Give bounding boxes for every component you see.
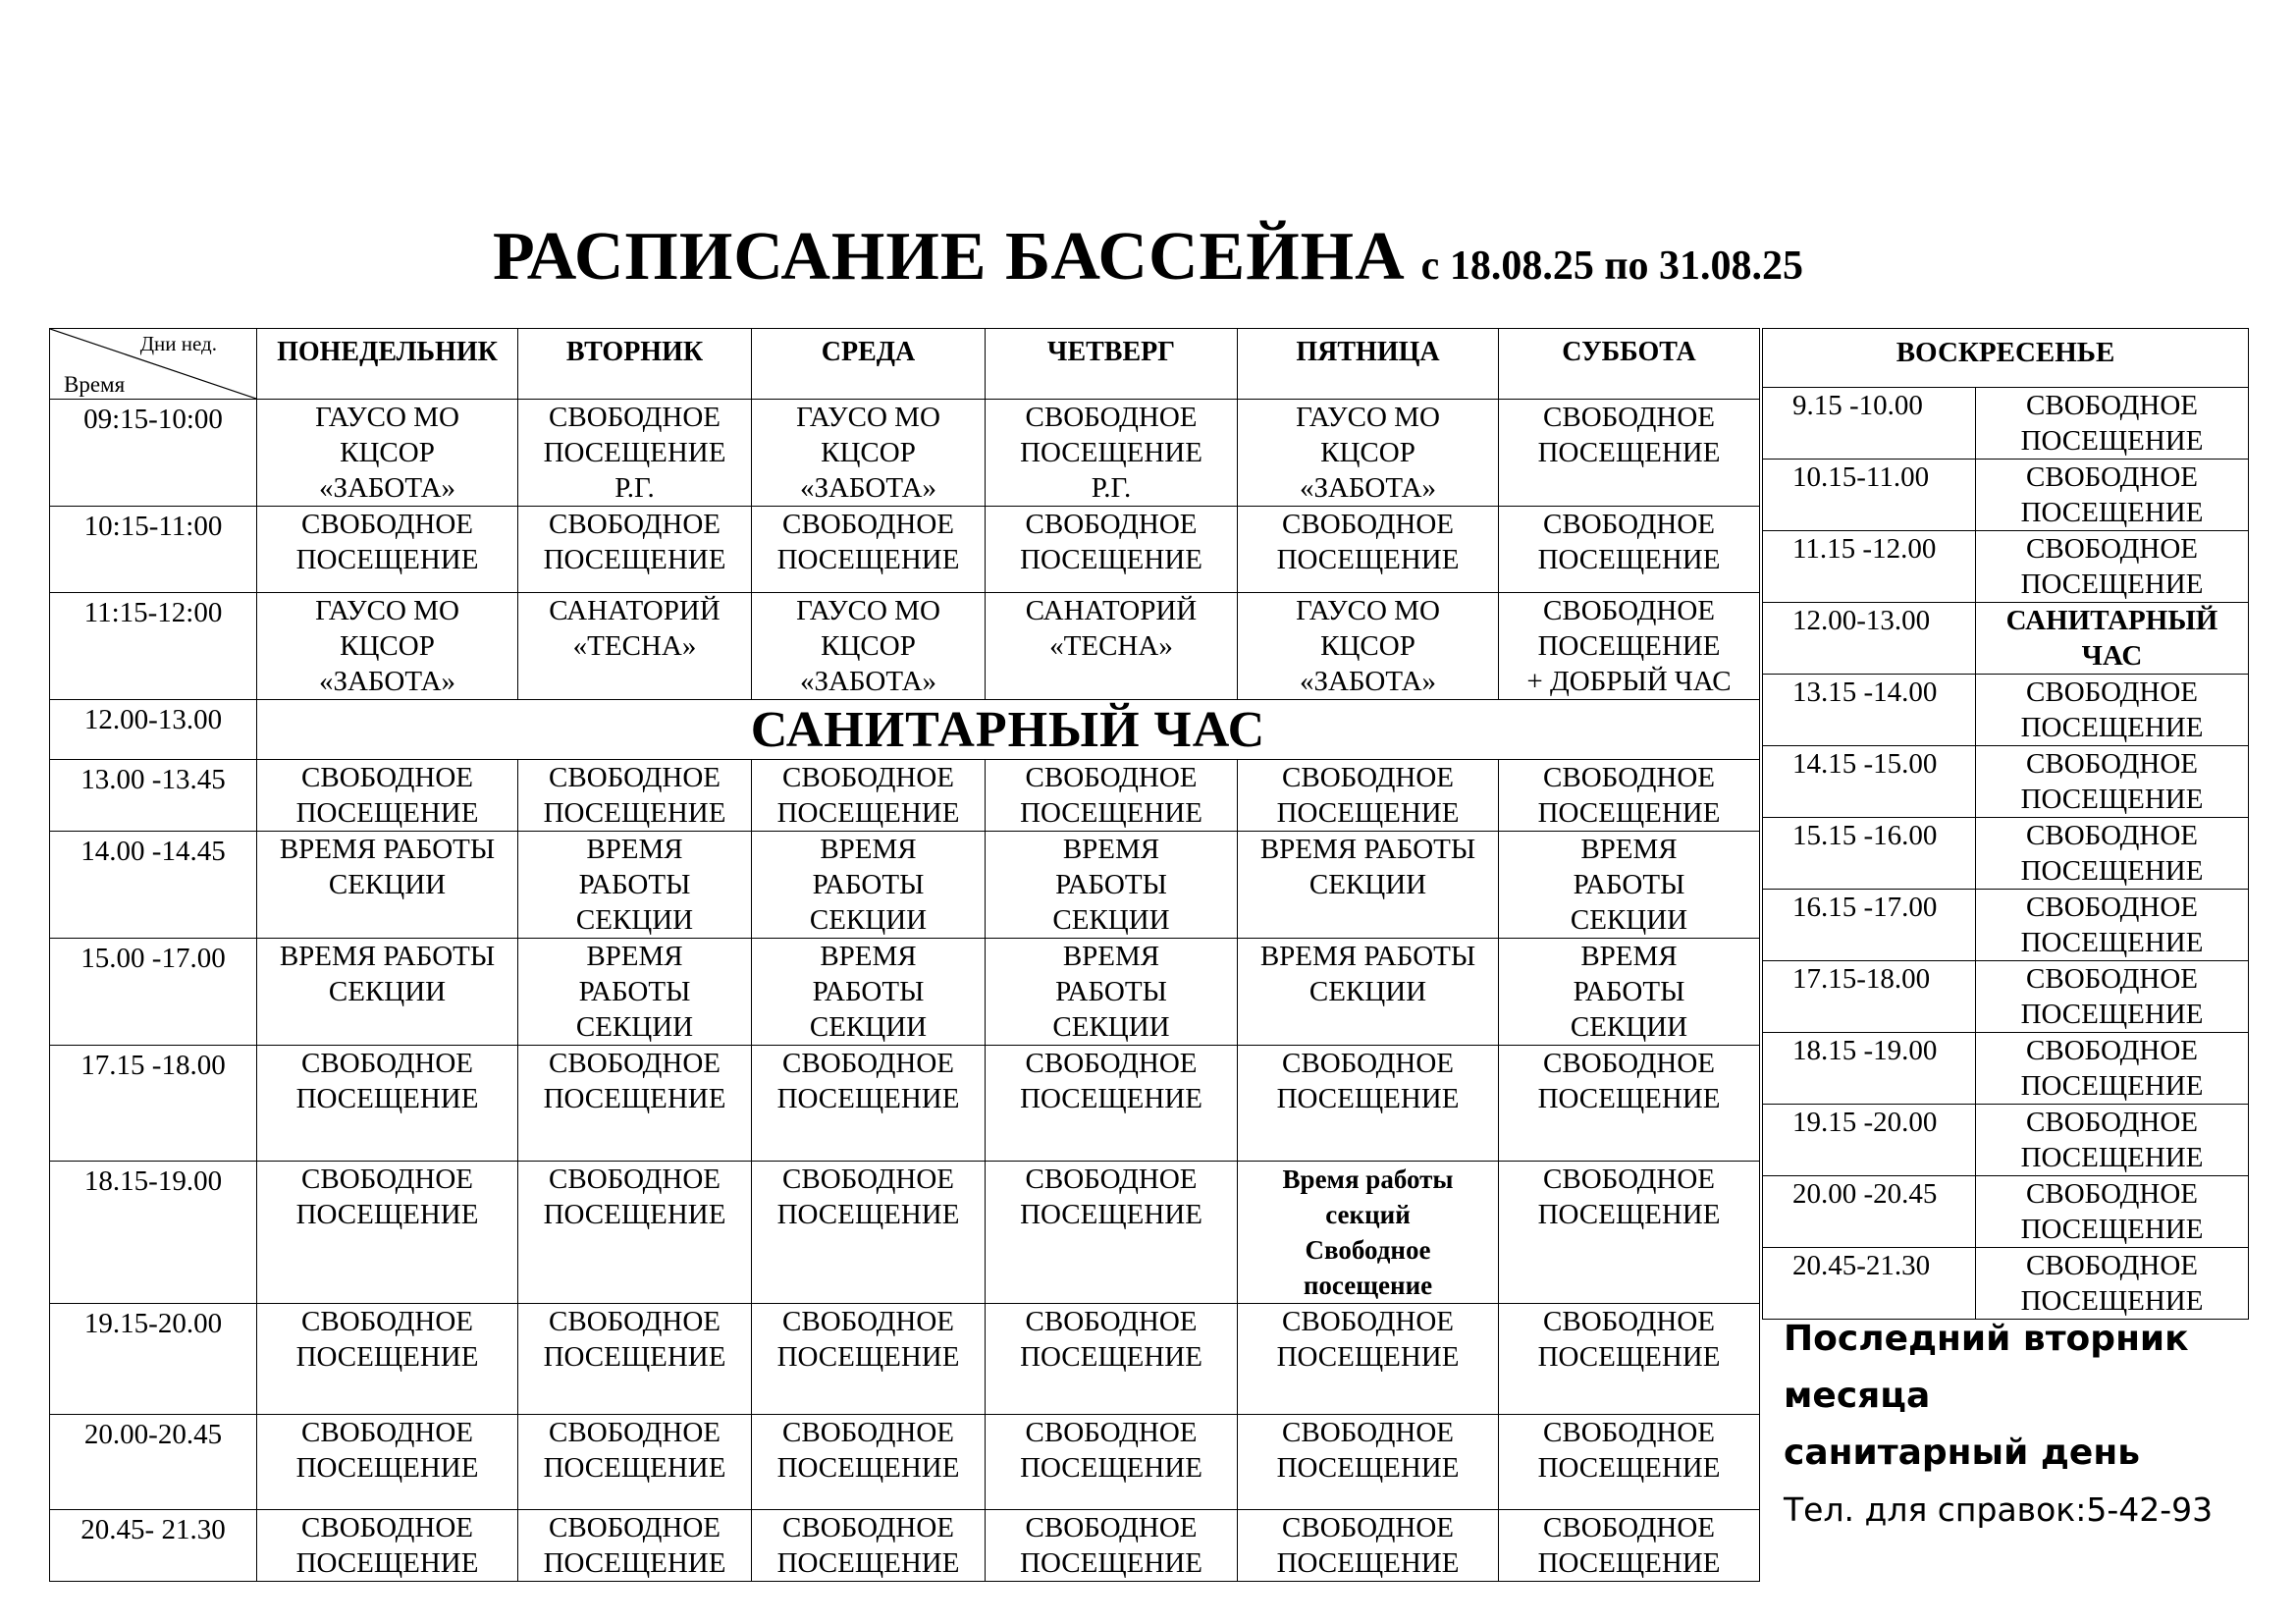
sunday-time-cell: 18.15 -19.00 [1763, 1033, 1976, 1105]
sunday-schedule-table [1762, 328, 2249, 1320]
sunday-time-cell: 11.15 -12.00 [1763, 531, 1976, 603]
schedule-cell: СВОБОДНОЕ ПОСЕЩЕНИЕ [986, 1415, 1238, 1510]
schedule-cell: СВОБОДНОЕ ПОСЕЩЕНИЕ [986, 1304, 1238, 1415]
sunday-time-cell: 16.15 -17.00 [1763, 890, 1976, 961]
schedule-cell: ВРЕМЯ РАБОТЫ СЕКЦИИ [752, 832, 986, 939]
sunday-activity-cell: СВОБОДНОЕ ПОСЕЩЕНИЕ [1976, 531, 2249, 603]
schedule-cell: ВРЕМЯ РАБОТЫ СЕКЦИИ [257, 832, 518, 939]
time-cell: 13.00 -13.45 [50, 760, 257, 832]
schedule-cell: СВОБОДНОЕ ПОСЕЩЕНИЕ [1238, 1046, 1499, 1162]
schedule-cell: СВОБОДНОЕ ПОСЕЩЕНИЕ [986, 1162, 1238, 1304]
title-dates: с 18.08.25 по 31.08.25 [1420, 244, 1804, 289]
schedule-cell: СВОБОДНОЕ ПОСЕЩЕНИЕ [1499, 507, 1760, 593]
time-cell: 12.00-13.00 [50, 700, 257, 760]
sunday-header-row [1763, 329, 2249, 388]
sunday-activity-cell: СВОБОДНОЕ ПОСЕЩЕНИЕ [1976, 961, 2249, 1033]
time-cell: 19.15-20.00 [50, 1304, 257, 1415]
sunday-row [1763, 1033, 2249, 1105]
schedule-cell: СВОБОДНОЕ ПОСЕЩЕНИЕ [257, 1304, 518, 1415]
schedule-cell: СВОБОДНОЕ ПОСЕЩЕНИЕ [518, 1304, 752, 1415]
schedule-cell: СВОБОДНОЕ ПОСЕЩЕНИЕ [1238, 760, 1499, 832]
schedule-cell: СВОБОДНОЕ ПОСЕЩЕНИЕ [257, 1162, 518, 1304]
schedule-cell: СВОБОДНОЕ ПОСЕЩЕНИЕ [986, 507, 1238, 593]
schedule-cell: СВОБОДНОЕ ПОСЕЩЕНИЕ [518, 1162, 752, 1304]
schedule-cell: СВОБОДНОЕ ПОСЕЩЕНИЕ [752, 1162, 986, 1304]
schedule-row [50, 593, 1760, 700]
note-line-2: месяца [1784, 1376, 1931, 1416]
schedule-cell: СВОБОДНОЕ ПОСЕЩЕНИЕ [257, 760, 518, 832]
schedule-cell: ВРЕМЯ РАБОТЫ СЕКЦИИ [752, 939, 986, 1046]
schedule-cell: ВРЕМЯ РАБОТЫ СЕКЦИИ [518, 832, 752, 939]
time-cell: 09:15-10:00 [50, 400, 257, 507]
sunday-row [1763, 603, 2249, 675]
sunday-time-cell: 17.15-18.00 [1763, 961, 1976, 1033]
sunday-time-cell: 14.15 -15.00 [1763, 746, 1976, 818]
sunday-time-cell: 10.15-11.00 [1763, 460, 1976, 531]
schedule-cell: СВОБОДНОЕ ПОСЕЩЕНИЕ + ДОБРЫЙ ЧАС [1499, 593, 1760, 700]
schedule-cell: ГАУСО МО КЦСОР «ЗАБОТА» [257, 593, 518, 700]
notes-block [1784, 1311, 2274, 1539]
corner-days-label: Дни нед. [139, 332, 217, 355]
schedule-row [50, 939, 1760, 1046]
sunday-row [1763, 531, 2249, 603]
schedule-cell: СВОБОДНОЕ ПОСЕЩЕНИЕ [1499, 400, 1760, 507]
corner-time-label: Время [64, 372, 126, 397]
sunday-activity-cell: СВОБОДНОЕ ПОСЕЩЕНИЕ [1976, 1105, 2249, 1176]
sunday-activity-cell: СВОБОДНОЕ ПОСЕЩЕНИЕ [1976, 890, 2249, 961]
sunday-time-cell: 12.00-13.00 [1763, 603, 1976, 675]
schedule-cell: СВОБОДНОЕ ПОСЕЩЕНИЕ [986, 1510, 1238, 1582]
schedule-cell: СВОБОДНОЕ ПОСЕЩЕНИЕ [1499, 1415, 1760, 1510]
schedule-cell: СВОБОДНОЕ ПОСЕЩЕНИЕ [752, 760, 986, 832]
schedule-cell: СВОБОДНОЕ ПОСЕЩЕНИЕ [986, 1046, 1238, 1162]
schedule-cell: СВОБОДНОЕ ПОСЕЩЕНИЕ [257, 507, 518, 593]
header-row [50, 329, 1760, 400]
schedule-cell: САНАТОРИЙ «ТЕСНА» [518, 593, 752, 700]
schedule-cell: ГАУСО МО КЦСОР «ЗАБОТА» [752, 593, 986, 700]
schedule-cell: СВОБОДНОЕ ПОСЕЩЕНИЕ [986, 760, 1238, 832]
sunday-activity-cell: СВОБОДНОЕ ПОСЕЩЕНИЕ [1976, 460, 2249, 531]
day-header: ВТОРНИК [518, 329, 752, 400]
sunday-row [1763, 388, 2249, 460]
schedule-row [50, 400, 1760, 507]
day-header: ЧЕТВЕРГ [986, 329, 1238, 400]
sunday-activity-cell: СВОБОДНОЕ ПОСЕЩЕНИЕ [1976, 818, 2249, 890]
time-cell: 15.00 -17.00 [50, 939, 257, 1046]
schedule-cell: СВОБОДНОЕ ПОСЕЩЕНИЕ [752, 1510, 986, 1582]
schedule-cell: СВОБОДНОЕ ПОСЕЩЕНИЕ [518, 1510, 752, 1582]
schedule-row [50, 1046, 1760, 1162]
sunday-activity-cell: СВОБОДНОЕ ПОСЕЩЕНИЕ [1976, 675, 2249, 746]
sunday-row [1763, 961, 2249, 1033]
time-cell: 18.15-19.00 [50, 1162, 257, 1304]
schedule-row [50, 1510, 1760, 1582]
schedule-cell: ВРЕМЯ РАБОТЫ СЕКЦИИ [1238, 832, 1499, 939]
schedule-cell: СВОБОДНОЕ ПОСЕЩЕНИЕ Р.Г. [986, 400, 1238, 507]
weekday-schedule-table [49, 328, 1760, 1582]
sunday-header: ВОСКРЕСЕНЬЕ [1763, 329, 2249, 388]
sunday-time-cell: 13.15 -14.00 [1763, 675, 1976, 746]
schedule-cell: СВОБОДНОЕ ПОСЕЩЕНИЕ [1499, 1304, 1760, 1415]
schedule-cell: СВОБОДНОЕ ПОСЕЩЕНИЕ Р.Г. [518, 400, 752, 507]
schedule-cell: Время работы секций Свободное посещение [1238, 1162, 1499, 1304]
time-cell: 20.45- 21.30 [50, 1510, 257, 1582]
sunday-activity-cell: СВОБОДНОЕ ПОСЕЩЕНИЕ [1976, 746, 2249, 818]
time-cell: 17.15 -18.00 [50, 1046, 257, 1162]
schedule-row [50, 700, 1760, 760]
schedule-cell: ГАУСО МО КЦСОР «ЗАБОТА» [752, 400, 986, 507]
sanitary-hour-cell: САНИТАРНЫЙ ЧАС [257, 700, 1760, 760]
schedule-row [50, 1162, 1760, 1304]
sunday-time-cell: 20.00 -20.45 [1763, 1176, 1976, 1248]
schedule-cell: СВОБОДНОЕ ПОСЕЩЕНИЕ [257, 1510, 518, 1582]
schedule-cell: ГАУСО МО КЦСОР «ЗАБОТА» [257, 400, 518, 507]
sunday-row [1763, 818, 2249, 890]
schedule-cell: СВОБОДНОЕ ПОСЕЩЕНИЕ [752, 1304, 986, 1415]
sunday-activity-cell: СВОБОДНОЕ ПОСЕЩЕНИЕ [1976, 1248, 2249, 1320]
sunday-row [1763, 746, 2249, 818]
schedule-cell: ГАУСО МО КЦСОР «ЗАБОТА» [1238, 593, 1499, 700]
schedule-cell: САНАТОРИЙ «ТЕСНА» [986, 593, 1238, 700]
schedule-cell: ВРЕМЯ РАБОТЫ СЕКЦИИ [1499, 939, 1760, 1046]
sunday-time-cell: 20.45-21.30 [1763, 1248, 1976, 1320]
schedule-cell: СВОБОДНОЕ ПОСЕЩЕНИЕ [257, 1046, 518, 1162]
schedule-cell: СВОБОДНОЕ ПОСЕЩЕНИЕ [1238, 507, 1499, 593]
sunday-time-cell: 15.15 -16.00 [1763, 818, 1976, 890]
page-title [0, 218, 2296, 297]
day-header: ПОНЕДЕЛЬНИК [257, 329, 518, 400]
time-cell: 11:15-12:00 [50, 593, 257, 700]
time-cell: 10:15-11:00 [50, 507, 257, 593]
sunday-activity-cell: САНИТАРНЫЙ ЧАС [1976, 603, 2249, 675]
note-line-3: санитарный день [1784, 1433, 2140, 1473]
corner-cell [50, 329, 257, 400]
schedule-cell: ВРЕМЯ РАБОТЫ СЕКЦИИ [518, 939, 752, 1046]
time-cell: 14.00 -14.45 [50, 832, 257, 939]
schedule-cell: ВРЕМЯ РАБОТЫ СЕКЦИИ [1499, 832, 1760, 939]
day-header: СУББОТА [1499, 329, 1760, 400]
schedule-cell: СВОБОДНОЕ ПОСЕЩЕНИЕ [518, 507, 752, 593]
schedule-cell: ВРЕМЯ РАБОТЫ СЕКЦИИ [1238, 939, 1499, 1046]
schedule-cell: СВОБОДНОЕ ПОСЕЩЕНИЕ [1238, 1510, 1499, 1582]
day-header: СРЕДА [752, 329, 986, 400]
schedule-cell: СВОБОДНОЕ ПОСЕЩЕНИЕ [1238, 1304, 1499, 1415]
schedule-cell: СВОБОДНОЕ ПОСЕЩЕНИЕ [1238, 1415, 1499, 1510]
schedule-cell: СВОБОДНОЕ ПОСЕЩЕНИЕ [1499, 1162, 1760, 1304]
sunday-activity-cell: СВОБОДНОЕ ПОСЕЩЕНИЕ [1976, 388, 2249, 460]
sunday-time-cell: 19.15 -20.00 [1763, 1105, 1976, 1176]
sunday-row [1763, 1176, 2249, 1248]
title-main: РАСПИСАНИЕ БАССЕЙНА [492, 219, 1406, 295]
schedule-cell: ВРЕМЯ РАБОТЫ СЕКЦИИ [986, 832, 1238, 939]
schedule-row [50, 1304, 1760, 1415]
schedule-cell: СВОБОДНОЕ ПОСЕЩЕНИЕ [1499, 1046, 1760, 1162]
schedule-cell: ГАУСО МО КЦСОР «ЗАБОТА» [1238, 400, 1499, 507]
schedule-cell: СВОБОДНОЕ ПОСЕЩЕНИЕ [518, 760, 752, 832]
schedule-cell: СВОБОДНОЕ ПОСЕЩЕНИЕ [257, 1415, 518, 1510]
schedule-row [50, 1415, 1760, 1510]
schedule-cell: СВОБОДНОЕ ПОСЕЩЕНИЕ [1499, 760, 1760, 832]
schedule-cell: СВОБОДНОЕ ПОСЕЩЕНИЕ [518, 1415, 752, 1510]
day-header: ПЯТНИЦА [1238, 329, 1499, 400]
schedule-cell: СВОБОДНОЕ ПОСЕЩЕНИЕ [752, 507, 986, 593]
sunday-row [1763, 460, 2249, 531]
schedule-cell: СВОБОДНОЕ ПОСЕЩЕНИЕ [752, 1046, 986, 1162]
sunday-time-cell: 9.15 -10.00 [1763, 388, 1976, 460]
schedule-cell: СВОБОДНОЕ ПОСЕЩЕНИЕ [1499, 1510, 1760, 1582]
time-cell: 20.00-20.45 [50, 1415, 257, 1510]
sunday-row [1763, 890, 2249, 961]
sunday-row [1763, 1248, 2249, 1320]
schedule-row [50, 507, 1760, 593]
schedule-cell: ВРЕМЯ РАБОТЫ СЕКЦИИ [257, 939, 518, 1046]
sunday-row [1763, 675, 2249, 746]
schedule-cell: СВОБОДНОЕ ПОСЕЩЕНИЕ [518, 1046, 752, 1162]
schedule-cell: СВОБОДНОЕ ПОСЕЩЕНИЕ [752, 1415, 986, 1510]
phone-note: Тел. для справок:5-42-93 [1784, 1490, 2214, 1529]
sunday-row [1763, 1105, 2249, 1176]
schedule-cell: ВРЕМЯ РАБОТЫ СЕКЦИИ [986, 939, 1238, 1046]
sunday-activity-cell: СВОБОДНОЕ ПОСЕЩЕНИЕ [1976, 1176, 2249, 1248]
sunday-activity-cell: СВОБОДНОЕ ПОСЕЩЕНИЕ [1976, 1033, 2249, 1105]
note-line-1: Последний вторник [1784, 1319, 2189, 1359]
schedule-row [50, 832, 1760, 939]
schedule-row [50, 760, 1760, 832]
